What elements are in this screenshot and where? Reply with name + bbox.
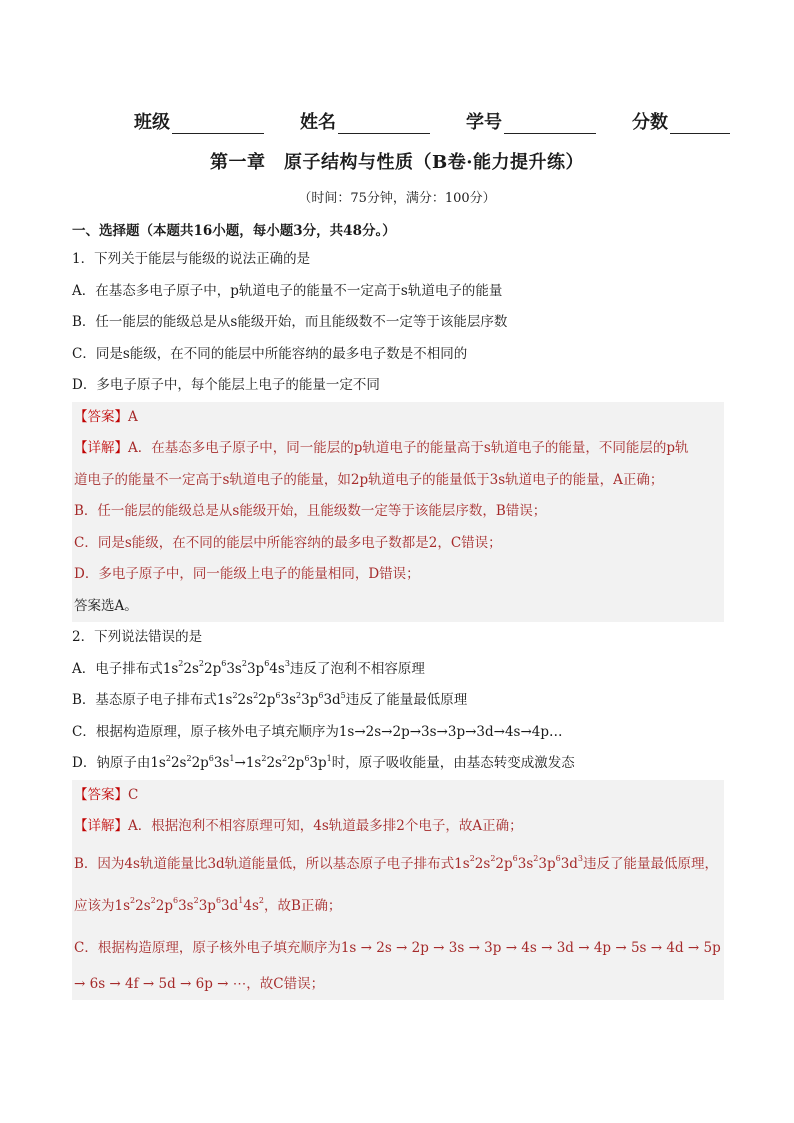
question-stem: 2．下列说法错误的是 (72, 629, 203, 645)
answer-tag: 【答案】 (74, 786, 128, 803)
question-stem: 1．下列关于能层与能级的说法正确的是 (72, 251, 311, 267)
answer-value: A (128, 408, 138, 425)
detail-b-suffix: 违反了能量最低原理， (583, 855, 719, 872)
detail-line: B．因为4s轨道能量比3d轨道能量低，所以基态原子电子排布式$1s^22s^22p^63s^23p^63d^3$违反了能量最低原理， (74, 854, 719, 872)
answer-block (72, 780, 724, 1001)
answer-block (72, 402, 724, 623)
answer-tag: 【答案】 (74, 408, 128, 425)
score-field (632, 108, 730, 134)
option-a-prefix: A．电子排布式1s (72, 660, 179, 677)
question-2 (72, 622, 724, 1000)
detail-tag: 【详解】 (74, 818, 128, 834)
detail-line: → 6s → 4f → 5d → 6p → ⋯，故C错误； (74, 975, 325, 992)
option-b-suffix: 违反了能量最低原理 (345, 692, 468, 708)
option-c: C．同是s能级，在不同的能层中所能容纳的最多电子数是不相同的 (72, 345, 468, 362)
detail-b-prefix: B．因为4s轨道能量比3d轨道能量低，所以基态原子电子排布式1s (74, 855, 470, 872)
option-a: A．在基态多电子原子中，p轨道电子的能量不一定高于s轨道电子的能量 (72, 282, 503, 299)
option-b-prefix: B．基态原子电子排布式1s (72, 692, 233, 708)
option-a-suffix: 违反了泡利不相容原理 (289, 660, 425, 677)
class-label: 班级 (134, 112, 170, 133)
detail-line (72, 433, 724, 465)
name-label: 姓名 (300, 112, 336, 133)
section-heading: 一、选择题（本题共16小题，每小题3分，共48分。） (72, 223, 396, 239)
option-a: A．电子排布式$1s^22s^22p^63s^23p^64s^3$违反了泡利不相容原理 (72, 659, 425, 677)
name-blank[interactable] (338, 111, 430, 134)
class-blank[interactable] (172, 111, 264, 134)
score-label: 分数 (632, 112, 668, 133)
exam-content (72, 218, 724, 1000)
score-blank[interactable] (670, 111, 730, 134)
option-c: C．根据构造原理，原子核外电子填充顺序为1s→2s→2p→3s→3p→3d→4s→4p… (72, 723, 563, 740)
student-id-field (466, 108, 596, 134)
detail-text: A．在基态多电子原子中，同一能层的p轨道电子的能量高于s轨道电子的能量，不同能层的p轨 (128, 440, 689, 456)
option-b: B．基态原子电子排布式$1s^22s^22p^63s^23p^63d^5$违反了能量最低原理 (72, 690, 468, 708)
answer-line (72, 402, 724, 434)
detail-line: 道电子的能量不一定高于s轨道电子的能量，如2p轨道电子的能量低于3s轨道电子的能量，A正确； (74, 471, 664, 488)
option-b: B．任一能层的能级总是从s能级开始，而且能级数不一定等于该能层序数 (72, 314, 508, 330)
question-1 (72, 244, 724, 622)
answer-line (72, 780, 724, 812)
detail-text: A．根据泡利不相容原理可知，4s轨道最多排2个电子，故A正确； (128, 818, 523, 834)
student-id-blank[interactable] (504, 111, 596, 134)
option-d-middle: →1s (234, 755, 262, 771)
detail-line: C．根据构造原理，原子核外电子填充顺序为1s → 2s → 2p → 3s → 3p → 4s → 3d → 4p → 5s → 4d → 5p (74, 939, 721, 956)
detail-line: C．同是s能级，在不同的能层中所能容纳的最多电子数都是2，C错误； (74, 534, 502, 551)
class-field (134, 108, 264, 134)
student-id-label: 学号 (466, 112, 502, 133)
answer-value: C (128, 786, 139, 803)
student-info-row (134, 104, 734, 134)
option-d: D．多电子原子中，每个能层上电子的能量一定不同 (72, 377, 380, 393)
detail-line (72, 811, 724, 843)
detail-b2-prefix: 应该为1s (74, 897, 131, 914)
detail-line: B．任一能层的能级总是从s能级开始，且能级数一定等于该能层序数，B错误； (74, 503, 547, 519)
option-d-suffix: 时，原子吸收能量，由基态转变成激发态 (331, 755, 575, 771)
page-title: 第一章 原子结构与性质（B卷·能力提升练） (210, 152, 584, 173)
detail-line: D．多电子原子中，同一能级上电子的能量相同，D错误； (74, 566, 420, 582)
option-d: D．钠原子由$1s^22s^22p^63s^1\to 1s^22s^22p^63p^1$时，原子吸收能量，由基态转变成激发态 (72, 753, 575, 771)
detail-line: 应该为$1s^22s^22p^63s^23p^63d^14s^2$，故B正确； (74, 896, 342, 914)
exam-time-info: （时间：75分钟，满分：100分） (298, 191, 496, 206)
option-d-prefix: D．钠原子由1s (72, 755, 166, 771)
detail-tag: 【详解】 (74, 440, 128, 456)
conclusion-line: 答案选A。 (74, 597, 138, 614)
name-field (300, 108, 430, 134)
detail-b2-suffix: ，故B正确； (263, 897, 342, 914)
